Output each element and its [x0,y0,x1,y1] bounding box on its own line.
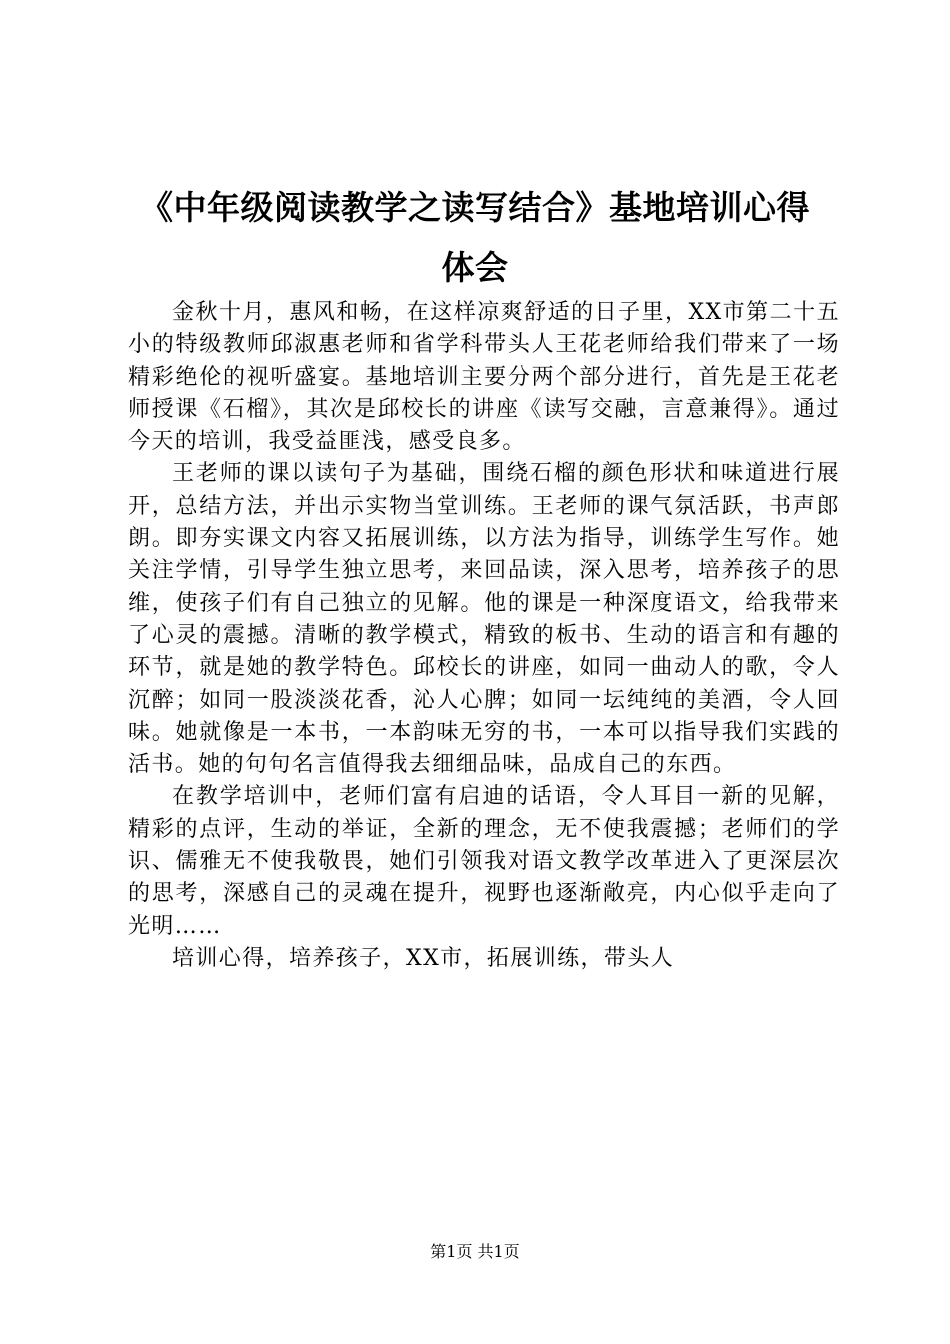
body-paragraph: 在教学培训中，老师们富有启迪的话语，令人耳目一新的见解，精彩的点评，生动的举证，全新的理念，无不使我震撼；老师们的学识、儒雅无不使我敬畏，她们引领我对语文教学改革进入了更深层次的思考，深感自己的灵魂在提升，视野也逐渐敞亮，内心似乎走向了光明…… [128,784,840,939]
page-number-footer: 第1页 共1页 [430,1242,520,1261]
body-paragraph: 王老师的课以读句子为基础，围绕石榴的颜色形状和味道进行展开，总结方法，并出示实物当堂训练。王老师的课气氛活跃，书声郎朗。即夯实课文内容又拓展训练，以方法为指导，训练学生写作。她关注学情，引导学生独立思考，来回品读，深入思考，培养孩子的思维，使孩子们有自己独立的见解。他的课是一种深度语文，给我带来了心灵的震撼。清晰的教学模式，精致的板书、生动的语言和有趣的环节，就是她的教学特色。邱校长的讲座，如同一曲动人的歌，令人沉醉；如同一股淡淡花香，沁人心脾；如同一坛纯纯的美酒，令人回味。她就像是一本书，一本韵味无穷的书，一本可以指导我们实践的活书。她的句句名言值得我去细细品味，品成自己的东西。 [128,461,840,778]
body-paragraph: 金秋十月，惠风和畅，在这样凉爽舒适的日子里，XX市第二十五小的特级教师邱淑惠老师和省学科带头人王花老师给我们带来了一场精彩绝伦的视听盛宴。基地培训主要分两个部分进行，首先是王花老师授课《石榴》，其次是邱校长的讲座《读写交融，言意兼得》。通过今天的培训，我受益匪浅，感受良多。 [128,300,840,455]
document-body [128,297,840,975]
keywords-line: 培训心得，培养孩子，XX市，拓展训练，带头人 [172,945,675,971]
document-title-line-2: 体会 [441,248,509,287]
document-title-line-1: 《中年级阅读教学之读写结合》基地培训心得 [140,188,810,227]
